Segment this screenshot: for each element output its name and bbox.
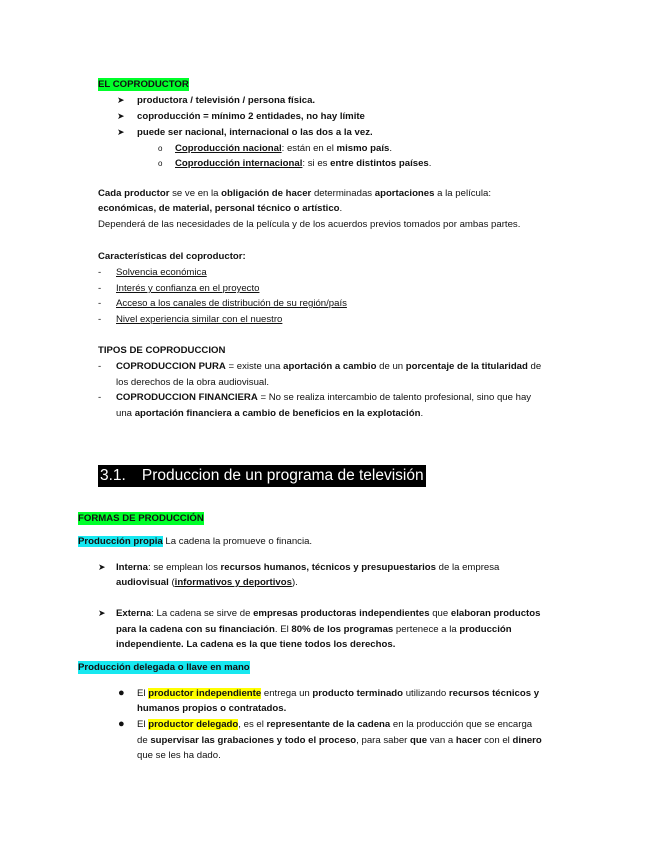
bullet-text-content: puede ser nacional, internacional o las dos a la vez.: [137, 127, 373, 138]
externa-line: [116, 607, 540, 620]
list-item: Acceso a los canales de distribución de su región/país: [116, 298, 347, 309]
text-bold: audiovisual: [116, 577, 169, 588]
arrow-bullet-icon: ➤: [98, 608, 106, 618]
text-bold: aportaciones: [374, 188, 435, 199]
text: de un: [376, 361, 406, 372]
text: : La cadena se sirve de: [151, 608, 254, 619]
list-item: Solvencia económica: [116, 267, 207, 278]
text-bold: empresas productoras independientes: [253, 608, 430, 619]
text: .: [428, 158, 432, 169]
text: que: [429, 608, 451, 619]
text: utilizando: [403, 688, 449, 699]
deleg-line3: que se les ha dado.: [137, 750, 221, 761]
interna-line2: [116, 576, 298, 589]
interna-line: [116, 561, 499, 574]
text-bold: para la cadena con su financiación: [116, 624, 275, 635]
dot-bullet-icon: ●: [118, 687, 125, 699]
term: Externa: [116, 608, 152, 619]
dash-bullet-icon: -: [98, 314, 102, 325]
arrow-bullet-icon: ➤: [117, 95, 125, 105]
text: = existe una: [225, 361, 284, 372]
text-bold: económicas, de material, personal técnico o artístico: [98, 203, 340, 214]
list-item: Interés y confianza en el proyecto: [116, 283, 260, 294]
bullet-text: coproducción = mínimo 2 entidades, no hay límite: [137, 111, 365, 122]
highlight-term: productor independiente: [148, 688, 262, 699]
tipo-financiera-line2: [116, 407, 423, 420]
paragraph-line: Dependerá de las necesidades de la película y de los acuerdos previos tomados por ambas partes.: [98, 219, 521, 230]
text: El: [137, 688, 149, 699]
text: entrega un: [261, 688, 313, 699]
arrow-bullet-icon: ➤: [98, 562, 106, 572]
text: una: [116, 408, 135, 419]
dash-bullet-icon: -: [98, 267, 102, 278]
text-bold: porcentaje de la titularidad: [405, 361, 528, 372]
text: .: [389, 143, 393, 154]
list-item: Nivel experiencia similar con el nuestro: [116, 314, 283, 325]
text: La cadena la promueve o financia.: [162, 536, 313, 547]
term: Coproducción internacional: [175, 158, 303, 169]
paragraph-line: [98, 187, 491, 200]
text-bold: recursos humanos, técnicos y presupuestarios: [220, 562, 436, 573]
text-bold: obligación de hacer: [221, 188, 312, 199]
text-bold: aportación financiera a cambio de beneficios en la explotación: [134, 408, 421, 419]
dash-bullet-icon: -: [98, 283, 102, 294]
text-bold: informativos y deportivos: [174, 577, 292, 588]
delegada-label: Producción delegada o llave en mano: [78, 662, 250, 673]
text: se ve en la: [169, 188, 222, 199]
text-bold: dinero: [512, 735, 542, 746]
text-bold: elaboran productos: [450, 608, 541, 619]
tipo-pura: [116, 360, 541, 373]
dash-bullet-icon: -: [98, 392, 102, 403]
text: en la producción que se encarga: [390, 719, 533, 730]
text: , es el: [238, 719, 267, 730]
tipo-pura-line2: los derechos de la obra audiovisual.: [116, 377, 270, 388]
text: determinadas: [311, 188, 375, 199]
produccion-propia-line: [78, 535, 312, 548]
indep-line: [137, 687, 539, 700]
text: .: [420, 408, 424, 419]
term: Interna: [116, 562, 148, 573]
text-bold: producción: [459, 624, 512, 635]
text: .: [339, 203, 343, 214]
sub-bullet-internacional: [175, 157, 431, 170]
circle-bullet-icon: o: [158, 144, 163, 153]
text: de: [527, 361, 542, 372]
dot-bullet-icon: ●: [118, 718, 125, 730]
deleg-line: [137, 718, 532, 731]
text-bold: 80% de los programas: [291, 624, 394, 635]
text: = No se realiza intercambio de talento profesional, sino que hay: [257, 392, 532, 403]
text-bold: que: [410, 735, 428, 746]
circle-bullet-icon: o: [158, 159, 163, 168]
text-bold: mismo país: [336, 143, 390, 154]
section-heading: [98, 465, 426, 487]
externa-line2: [116, 623, 512, 636]
deleg-line2: [137, 734, 542, 747]
externa-line3: independiente. La cadena es la que tiene todos los derechos.: [116, 639, 396, 650]
text: ).: [291, 577, 298, 588]
section-title: Produccion de un programa de televisión: [141, 467, 424, 484]
highlight-term: productor delegado: [148, 719, 239, 730]
text: de: [137, 735, 151, 746]
text-bold: Cada productor: [98, 188, 170, 199]
text: : si es: [302, 158, 331, 169]
arrow-bullet-icon: ➤: [117, 127, 125, 137]
text: van a: [427, 735, 456, 746]
text: de la empresa: [435, 562, 500, 573]
dash-bullet-icon: -: [98, 298, 102, 309]
highlight-label: Producción propia: [78, 536, 163, 547]
dash-bullet-icon: -: [98, 361, 102, 372]
text-bold: entre distintos países: [330, 158, 429, 169]
tipo-financiera: [116, 391, 531, 404]
bullet-text: [137, 126, 373, 139]
text-bold: supervisar las grabaciones y todo el proceso: [150, 735, 357, 746]
text: a la película:: [434, 188, 492, 199]
section-label-coproductor: EL COPRODUCTOR: [98, 79, 189, 90]
text: , para saber: [356, 735, 411, 746]
text: : están en el: [281, 143, 337, 154]
paragraph-line: [98, 202, 342, 215]
text-bold: hacer: [455, 735, 482, 746]
term: COPRODUCCION FINANCIERA: [116, 392, 258, 403]
text-bold: producto terminado: [312, 688, 404, 699]
text: El: [137, 719, 149, 730]
indep-line2: humanos propios o contratados.: [137, 703, 287, 714]
list-title: Características del coproductor:: [98, 251, 246, 262]
section-label-formas: FORMAS DE PRODUCCIÓN: [78, 513, 204, 524]
text: : se emplean los: [148, 562, 221, 573]
text: (: [168, 577, 175, 588]
text-bold: aportación a cambio: [283, 361, 377, 372]
arrow-bullet-icon: ➤: [117, 111, 125, 121]
text-bold: representante de la cadena: [266, 719, 391, 730]
sub-bullet-nacional: [175, 142, 392, 155]
list-title: TIPOS DE COPRODUCCION: [98, 345, 226, 356]
section-number: 3.1.: [100, 467, 126, 484]
bullet-text: productora / televisión / persona física.: [137, 95, 316, 106]
text: con el: [481, 735, 513, 746]
term: Coproducción nacional: [175, 143, 282, 154]
text: . El: [274, 624, 292, 635]
text: pertenece a la: [393, 624, 460, 635]
term: COPRODUCCION PURA: [116, 361, 226, 372]
text-bold: recursos técnicos y: [448, 688, 540, 699]
